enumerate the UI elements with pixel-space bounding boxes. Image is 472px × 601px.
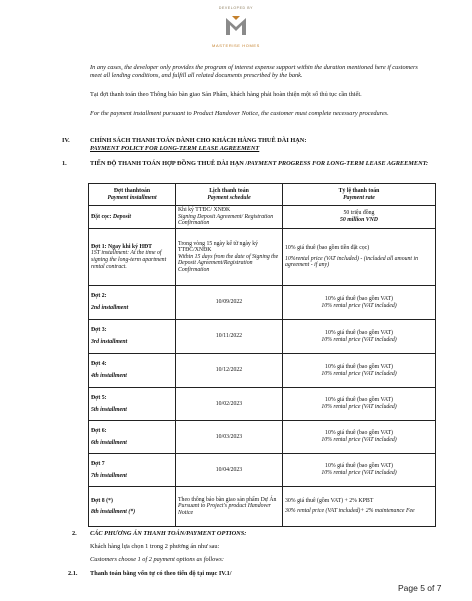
installment-rate-en: 10% rental price (VAT included) bbox=[321, 470, 397, 476]
section2-title: CÁC PHƯƠNG ÁN THANH TOÁN/PAYMENT OPTIONS: bbox=[90, 530, 247, 537]
header-rate-vi: Tỷ lệ thanh toán bbox=[338, 187, 380, 194]
deposit-schedule-en: Signing Deposit Agreement/ Registration Confirmation bbox=[178, 213, 274, 227]
deposit-rate-en: 50 million VND bbox=[339, 217, 378, 223]
installment-label bbox=[89, 286, 176, 320]
subsection-title bbox=[90, 160, 430, 168]
brand-name: MASTERISE HOMES bbox=[212, 43, 260, 48]
developer-logo bbox=[0, 6, 472, 48]
deposit-label bbox=[89, 206, 176, 229]
page-number: Page 5 of 7 bbox=[398, 583, 442, 593]
section2-number: 2. bbox=[72, 530, 77, 537]
table-row bbox=[89, 421, 436, 454]
installment-label-vi: Đợt 3: bbox=[91, 327, 107, 334]
header-installment-vi: Đợt thanhtoán bbox=[113, 187, 151, 194]
header-installment bbox=[89, 184, 176, 206]
last-installment-schedule bbox=[176, 487, 283, 527]
deposit-rate bbox=[283, 206, 436, 229]
installment-rate bbox=[283, 454, 436, 487]
table-row bbox=[89, 286, 436, 320]
installment-label bbox=[89, 354, 176, 388]
first-installment-label bbox=[89, 229, 176, 286]
installment-rate-en: 10% rental price (VAT included) bbox=[321, 336, 397, 343]
installment-rate-en: 10% rental price (VAT included) bbox=[321, 302, 397, 309]
last-label-vi: Đợt 8 (*) bbox=[91, 497, 113, 504]
developed-by-label: DEVELOPED BY bbox=[218, 6, 254, 10]
header-schedule bbox=[176, 184, 283, 206]
header-schedule-vi: Lịch thanh toán bbox=[209, 187, 249, 194]
installment-label-en: 5th installment bbox=[91, 406, 127, 413]
last-installment-rate bbox=[283, 487, 436, 527]
installment-rate bbox=[283, 320, 436, 354]
deposit-label-vi: Đặt cọc: bbox=[91, 213, 112, 220]
installment-date: 10/11/2022 bbox=[176, 320, 283, 354]
subsection-title-vi: TIẾN ĐỘ THANH TOÁN HỢP ĐỒNG THUÊ DÀI HẠN / bbox=[90, 160, 248, 167]
installment-date: 10/12/2022 bbox=[176, 354, 283, 388]
section-number: IV. bbox=[62, 137, 70, 144]
first-installment-rate bbox=[283, 229, 436, 286]
installment-date: 10/09/2022 bbox=[176, 286, 283, 320]
installment-date: 10/02/2023 bbox=[176, 388, 283, 421]
last-rate-en: 30% rental price (VAT included)+ 2% maintenance Fee bbox=[285, 508, 415, 514]
deposit-schedule bbox=[176, 206, 283, 229]
table-row bbox=[89, 487, 436, 527]
installment-rate-vi: 10% giá thuê (bao gồm VAT) bbox=[325, 295, 393, 302]
installment-label-en: 6th installment bbox=[91, 439, 127, 446]
deposit-rate-vi: 50 triệu đồng bbox=[343, 210, 375, 217]
first-label-en: 1ST installment: At the time of signing the long-term apartment rental contract. bbox=[91, 250, 167, 270]
installment-label-en: 2nd installment bbox=[91, 305, 129, 311]
section2-text-vi: Khách hàng lựa chọn 1 trong 2 phương án như sau: bbox=[90, 543, 220, 550]
payment-progress-table bbox=[88, 183, 436, 527]
table-row bbox=[89, 320, 436, 354]
deposit-label-en: Deposit bbox=[112, 213, 131, 220]
installment-date: 10/04/2023 bbox=[176, 454, 283, 487]
installment-label-vi: Đợt 6: bbox=[91, 427, 107, 434]
table-row bbox=[89, 454, 436, 487]
last-label-en: 8th installment (*) bbox=[91, 508, 136, 515]
installment-label-vi: Đợt 5: bbox=[91, 394, 107, 401]
header-rate-en: Payment rate bbox=[343, 194, 375, 201]
table-header-row bbox=[89, 184, 436, 206]
installment-date: 10/03/2023 bbox=[176, 421, 283, 454]
installment-rate-en: 10% rental price (VAT included) bbox=[321, 404, 397, 410]
header-rate bbox=[283, 184, 436, 206]
installment-label-en: 4th installment bbox=[91, 373, 127, 379]
table-row bbox=[89, 388, 436, 421]
installment-rate-vi: 10% giá thuê (bao gồm VAT) bbox=[325, 430, 393, 437]
installment-label-en: 7th installment bbox=[91, 472, 127, 479]
first-schedule-vi: Trong vòng 15 ngày kể từ ngày ký TTĐC/XNĐK bbox=[178, 240, 259, 254]
installment-rate-en: 10% rental price (VAT included) bbox=[321, 437, 397, 443]
first-rate-en: 10%rental price (VAT included) - (included all amount in agreement - if any) bbox=[285, 255, 418, 269]
installment-label-en: 3rd installment bbox=[91, 339, 128, 345]
installment-rate-vi: 10% giá thuê (bao gồm VAT) bbox=[325, 463, 393, 470]
table-row bbox=[89, 229, 436, 286]
subsection21-title: Thanh toán bằng vốn tự có theo tiến độ tại mục IV.1/ bbox=[90, 570, 232, 577]
last-rate-vi: 30% giá thuê (gồm VAT) + 2% KPBT bbox=[285, 498, 374, 505]
first-label-vi: Đợt 1: Ngay khi ký HĐT bbox=[91, 243, 153, 250]
installment-rate bbox=[283, 354, 436, 388]
table-row bbox=[89, 206, 436, 229]
first-installment-schedule bbox=[176, 229, 283, 286]
header-installment-en: Payment installment bbox=[107, 194, 157, 201]
installment-label-vi: Đợt 2: bbox=[91, 293, 107, 300]
installment-label bbox=[89, 388, 176, 421]
subsection-number: 1. bbox=[62, 160, 67, 167]
table-row bbox=[89, 354, 436, 388]
subsection21-number: 2.1. bbox=[68, 570, 78, 577]
section-title-en: PAYMENT POLICY FOR LONG-TERM LEASE AGREEMENT bbox=[90, 145, 260, 152]
first-rate-vi: 10% giá thuê (bao gồm tiền đặt cọc) bbox=[285, 245, 370, 252]
installment-rate bbox=[283, 286, 436, 320]
installment-label bbox=[89, 421, 176, 454]
masterise-logo-icon bbox=[223, 13, 249, 37]
deposit-schedule-vi: Khi ký TTĐC/ XNĐK bbox=[178, 207, 231, 214]
handover-note-vi: Tại đợt thanh toán theo Thông báo bàn giao Sản Phẩm, khách hàng phải hoàn thiện một số thủ tục cần thiết. bbox=[90, 91, 362, 98]
installment-rate bbox=[283, 421, 436, 454]
section-title-vi: CHÍNH SÁCH THANH TOÁN DÀNH CHO KHÁCH HÀNG THUÊ DÀI HẠN: bbox=[90, 137, 307, 144]
installment-label bbox=[89, 320, 176, 354]
last-schedule-en: Pursuant to Project's product Handover Notice bbox=[178, 503, 271, 516]
interest-support-note: In any cases, the developer only provides the program of interest expense support within the duration mentioned here if customers meet all lending conditions, and fulfill all related documents prescribed by the bank. bbox=[90, 64, 418, 79]
subsection-title-en: PAYMENT PROGRESS FOR LONG-TERM LEASE AGREEMENT: bbox=[247, 160, 429, 167]
handover-note-en: For the payment installment pursuant to Product Handover Notice, the customer must complete necessary procedures. bbox=[90, 110, 389, 117]
last-installment-label bbox=[89, 487, 176, 527]
last-schedule-vi: Theo thông báo bàn giao sản phẩm Dự Án bbox=[178, 496, 277, 503]
section2-text-en: Customers choose 1 of 2 payment options as follows: bbox=[90, 556, 224, 563]
installment-rate-vi: 10% giá thuê (bao gồm VAT) bbox=[325, 397, 393, 404]
installment-rate bbox=[283, 388, 436, 421]
first-schedule-en: Within 15 days from the date of Signing the Deposit Agreement/Registration Confirmation bbox=[178, 253, 279, 273]
installment-rate-en: 10% rental price (VAT included) bbox=[321, 370, 397, 377]
installment-rate-vi: 10% giá thuê (bao gồm VAT) bbox=[325, 363, 393, 370]
installment-rate-vi: 10% giá thuê (bao gồm VAT) bbox=[325, 329, 393, 336]
installment-label bbox=[89, 454, 176, 487]
installment-label-vi: Đợt 7 bbox=[91, 460, 105, 467]
installment-label-vi: Đợt 4: bbox=[91, 361, 107, 368]
header-schedule-en: Payment schedule bbox=[207, 194, 251, 201]
